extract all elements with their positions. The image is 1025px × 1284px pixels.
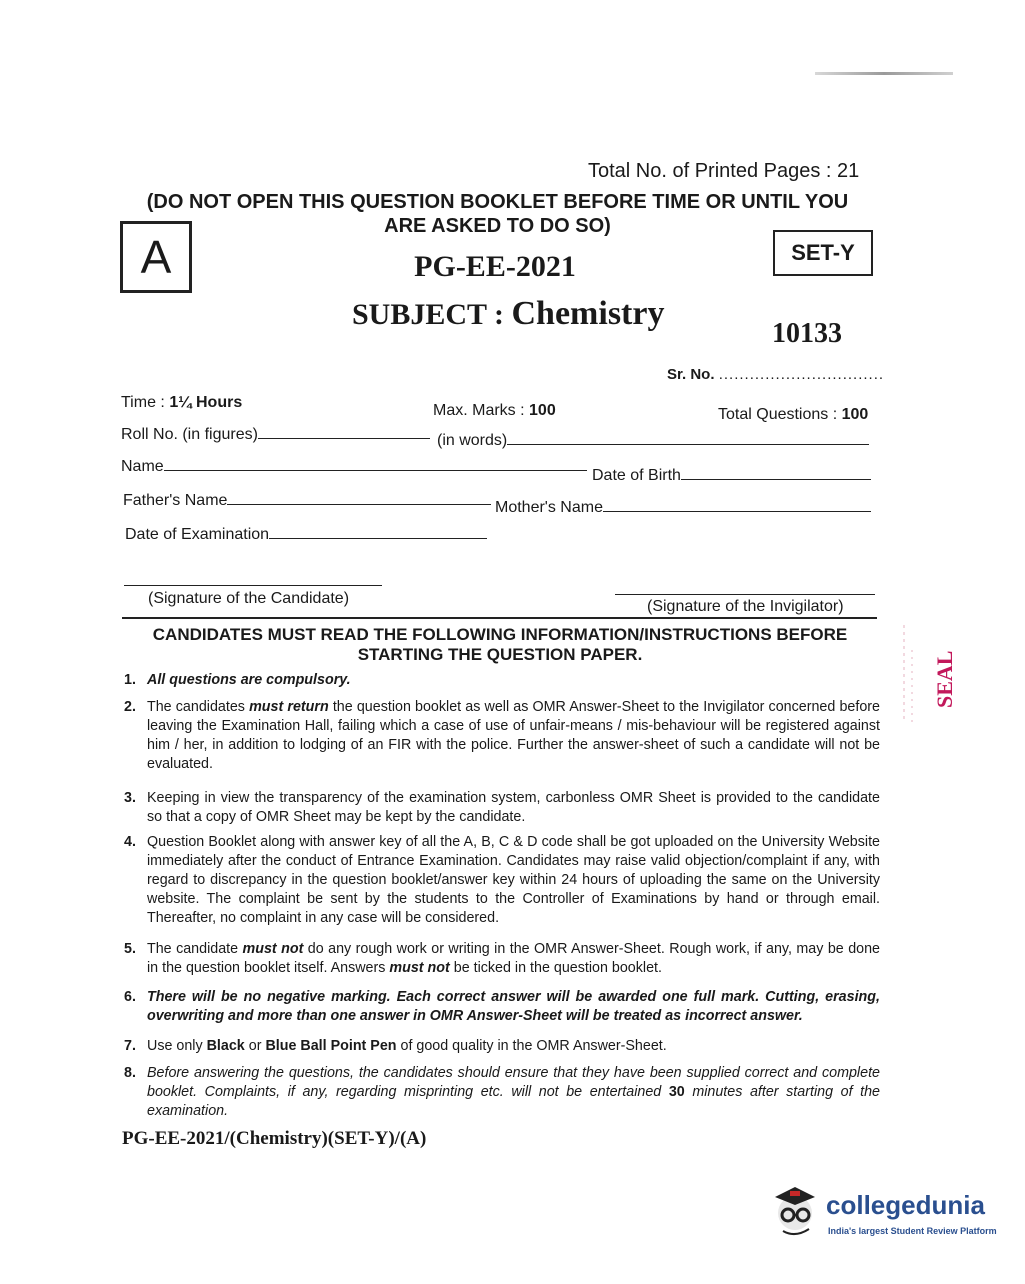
instruction-text: All questions are compulsory. <box>147 672 351 688</box>
sr-no-label: Sr. No. <box>667 366 715 383</box>
instruction-7 <box>124 1037 880 1056</box>
instruction-6 <box>124 988 880 1026</box>
exam-date-field <box>125 524 487 544</box>
instruction-number: 5. <box>124 941 136 957</box>
instruction-text: be ticked in the question booklet. <box>449 960 662 976</box>
instruction-number: 1. <box>124 672 136 688</box>
serial-number: 10133 <box>772 318 842 349</box>
subject-value: Chemistry <box>511 295 665 332</box>
section-divider <box>122 617 877 619</box>
instruction-text: Keeping in view the transparency of the examination system, carbonless OMR Sheet is provided to the candidate so that a copy of OMR Sheet may be kept by the candidate. <box>147 790 880 825</box>
do-not-open-warning <box>130 190 865 238</box>
heading-line-2: STARTING THE QUESTION PAPER. <box>357 645 643 664</box>
candidate-signature-label: (Signature of the Candidate) <box>148 590 350 607</box>
warning-line-2: ARE ASKED TO DO SO) <box>384 215 611 237</box>
mother-label: Mother's Name <box>495 499 603 516</box>
candidate-signature-line[interactable] <box>124 585 382 586</box>
instruction-text: The candidates <box>147 699 250 715</box>
instruction-2 <box>124 698 880 774</box>
instruction-3 <box>124 789 880 827</box>
instruction-text: Use only <box>147 1038 207 1054</box>
invigilator-signature-line[interactable] <box>615 594 875 595</box>
time-value: 1¼ Hours <box>169 394 243 411</box>
instruction-text: There will be no negative marking. Each correct answer will be awarded one full mark. Cutting, erasing, overwriting and more than one answer in OMR Answer-Sheet will be treated as incorrect answer. <box>147 989 880 1024</box>
instruction-4 <box>124 833 880 928</box>
time-label: Time : <box>121 394 165 411</box>
name-label: Name <box>121 458 164 475</box>
instruction-number: 8. <box>124 1065 136 1081</box>
instruction-emphasis: must not <box>389 960 450 976</box>
instruction-emphasis: must not <box>242 941 304 957</box>
set-box: SET-Y <box>773 230 873 276</box>
sr-no-dots: ................................ <box>718 366 885 383</box>
dob-line[interactable] <box>681 465 871 480</box>
father-line[interactable] <box>227 490 491 505</box>
instructions-heading <box>138 625 862 665</box>
roll-words-label: (in words) <box>437 432 508 449</box>
warning-line-1: (DO NOT OPEN THIS QUESTION BOOKLET BEFORE TIME OR UNTIL YOU <box>146 191 849 213</box>
instruction-8 <box>124 1064 880 1121</box>
exam-title: PG-EE-2021 <box>414 250 576 283</box>
instruction-5 <box>124 940 880 978</box>
scan-artifact <box>815 72 953 75</box>
marks-label: Max. Marks : <box>433 402 525 419</box>
instruction-text: Before answering the questions, the candidates should ensure that they have been supplied correct and complete booklet. Complaints, if any, regarding misprinting etc. will not be entertained <box>147 1065 880 1100</box>
roll-words-line[interactable] <box>507 430 869 445</box>
instruction-emphasis: Black <box>206 1038 245 1054</box>
sr-no <box>667 366 884 383</box>
instruction-text: Question Booklet along with answer key of all the A, B, C & D code shall be got uploaded on the University Website immediately after the conduct of Entrance Examination. Candidates may raise valid objection/complaint if any, with regard to discrepancy in the question booklet/answer key within 24 hours of uploading the same on the University website. The complaint be sent by the students to the Controller of Examinations by hand or through email. Thereafter, no complaint in any case will be considered. <box>147 834 880 926</box>
subject-label: SUBJECT : <box>352 298 504 331</box>
roll-no-figures-field <box>121 424 430 444</box>
invigilator-signature-label: (Signature of the Invigilator) <box>647 598 844 615</box>
roll-figures-line[interactable] <box>258 424 430 439</box>
seal-stamp <box>900 620 962 730</box>
instruction-text: The candidate <box>147 941 243 957</box>
max-marks-field <box>433 402 556 420</box>
heading-line-1: CANDIDATES MUST READ THE FOLLOWING INFORMATION/INSTRUCTIONS BEFORE <box>152 625 848 644</box>
exam-date-label: Date of Examination <box>125 526 270 543</box>
fathers-name-field <box>123 490 491 510</box>
brand-tagline: India's largest Student Review Platform <box>828 1226 997 1236</box>
name-line[interactable] <box>164 456 587 471</box>
seal-text: SEAL <box>932 650 957 708</box>
instruction-1 <box>124 671 880 690</box>
instruction-text: or <box>244 1038 266 1054</box>
instruction-text: minutes after starting of the examination. <box>147 1084 880 1119</box>
instruction-number: 4. <box>124 834 136 850</box>
exam-date-line[interactable] <box>269 524 487 539</box>
dob-label: Date of Birth <box>592 467 681 484</box>
questions-value: 100 <box>841 406 869 423</box>
roll-figures-label: Roll No. (in figures) <box>121 426 258 443</box>
footer-code: PG-EE-2021/(Chemistry)(SET-Y)/(A) <box>122 1128 427 1149</box>
mothers-name-field <box>495 497 871 517</box>
subject-line <box>352 295 664 333</box>
cap-accent <box>790 1191 800 1196</box>
booklet-code-box: A <box>120 221 192 293</box>
instruction-emphasis: Blue Ball Point Pen <box>265 1038 397 1054</box>
brand-name: collegedunia <box>826 1190 985 1220</box>
instruction-text: the question booklet as well as OMR Answer-Sheet to the Invigilator concerned before leaving the Examination Hall, failing which a case of use of unfair-means / mis-behaviour will be registered against him / her, in addition to lodging of an FIR with the police. Further the answer-sheet of such a candidate will not be evaluated. <box>147 699 881 772</box>
instruction-number: 7. <box>124 1038 136 1054</box>
total-pages: Total No. of Printed Pages : 21 <box>588 160 860 182</box>
instruction-emphasis: 30 <box>668 1084 685 1100</box>
time-field <box>121 394 242 412</box>
questions-label: Total Questions : <box>718 406 838 423</box>
instruction-text: of good quality in the OMR Answer-Sheet. <box>396 1038 667 1054</box>
instruction-number: 2. <box>124 699 136 715</box>
marks-value: 100 <box>529 402 556 419</box>
instruction-text: do any rough work or writing in the OMR Answer-Sheet. Rough work, if any, may be done in the question booklet itself. Answers <box>147 941 880 976</box>
roll-no-words-field <box>437 430 869 450</box>
father-label: Father's Name <box>123 492 228 509</box>
mother-line[interactable] <box>603 497 871 512</box>
instruction-number: 6. <box>124 989 136 1005</box>
dob-field <box>592 465 871 485</box>
total-questions-field <box>718 406 868 424</box>
name-field <box>121 456 587 476</box>
instruction-number: 3. <box>124 790 136 806</box>
instruction-emphasis: must return <box>249 699 329 715</box>
